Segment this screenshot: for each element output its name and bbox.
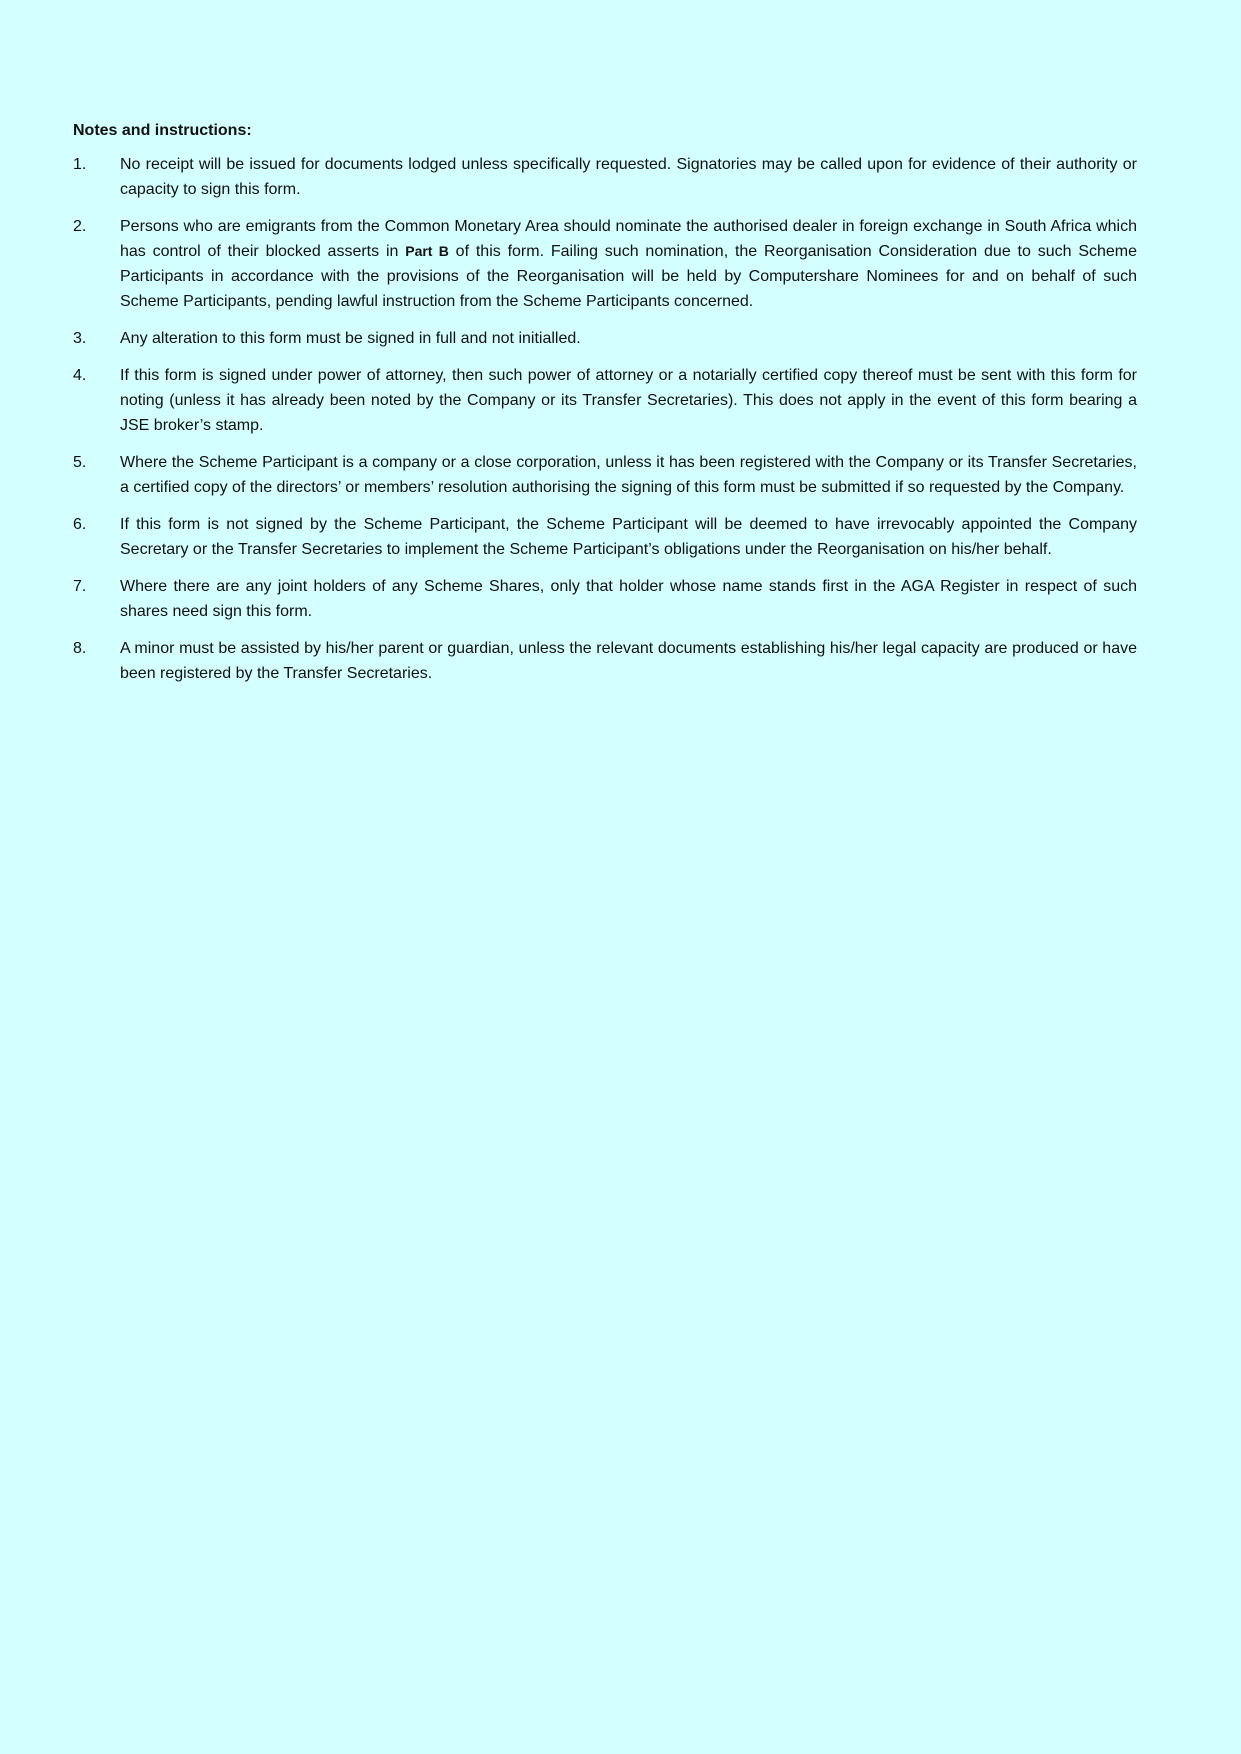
note-number: 2.	[73, 218, 87, 235]
note-item	[73, 152, 1137, 202]
note-text: If this form is signed under power of attorney, then such power of attorney or a notarially certified copy thereof must be sent with this form for noting (unless it has already been noted by the Company or its Transfer Secretaries). This does not apply in the event of this form bearing a JSE broker’s stamp.	[120, 367, 1137, 434]
note-text-part: of this form. Failing such nomination, the Reorganisation Consideration due to such Scheme Participants in accordance with the provisions of the Reorganisation will be held by Computershare Nominees for and on behalf of such Scheme Participants, pending lawful instruction from the Scheme Participants concerned.	[120, 243, 1138, 310]
note-number: 5.	[73, 454, 87, 471]
notes-section	[73, 120, 1137, 698]
note-number: 6.	[73, 516, 87, 533]
note-text-part: Persons who are emigrants from the Common Monetary Area should nominate the authorised dealer in foreign exchange in South Africa which has control of their blocked asserts in	[120, 218, 1137, 260]
note-number: 7.	[73, 578, 87, 595]
note-number: 3.	[73, 330, 87, 347]
notes-list	[73, 152, 1137, 686]
note-text: If this form is not signed by the Scheme Participant, the Scheme Participant will be deemed to have irrevocably appointed the Company Secretary or the Transfer Secretaries to implement the Scheme Participant’s obligations under the Reorganisation on his/her behalf.	[120, 516, 1137, 558]
note-text: Where the Scheme Participant is a company or a close corporation, unless it has been registered with the Company or its Transfer Secretaries, a certified copy of the directors’ or members’ resolution authorising the signing of this form must be submitted if so requested by the Company.	[120, 454, 1137, 496]
note-item	[73, 363, 1137, 438]
note-number: 1.	[73, 156, 87, 173]
note-item	[73, 636, 1137, 686]
note-item	[73, 450, 1137, 500]
note-item	[73, 512, 1137, 562]
note-item	[73, 214, 1137, 314]
part-b-reference: Part B	[405, 243, 449, 259]
notes-heading: Notes and instructions:	[73, 122, 252, 139]
note-text: Any alteration to this form must be signed in full and not initialled.	[120, 330, 581, 347]
note-number: 8.	[73, 640, 87, 657]
note-text	[120, 214, 1137, 314]
note-item	[73, 326, 1137, 351]
note-text: Where there are any joint holders of any Scheme Shares, only that holder whose name stands first in the AGA Register in respect of such shares need sign this form.	[120, 578, 1137, 620]
note-number: 4.	[73, 367, 87, 384]
note-item	[73, 574, 1137, 624]
note-text: No receipt will be issued for documents lodged unless specifically requested. Signatories may be called upon for evidence of their authority or capacity to sign this form.	[120, 156, 1137, 198]
note-text: A minor must be assisted by his/her parent or guardian, unless the relevant documents establishing his/her legal capacity are produced or have been registered by the Transfer Secretaries.	[120, 640, 1137, 682]
